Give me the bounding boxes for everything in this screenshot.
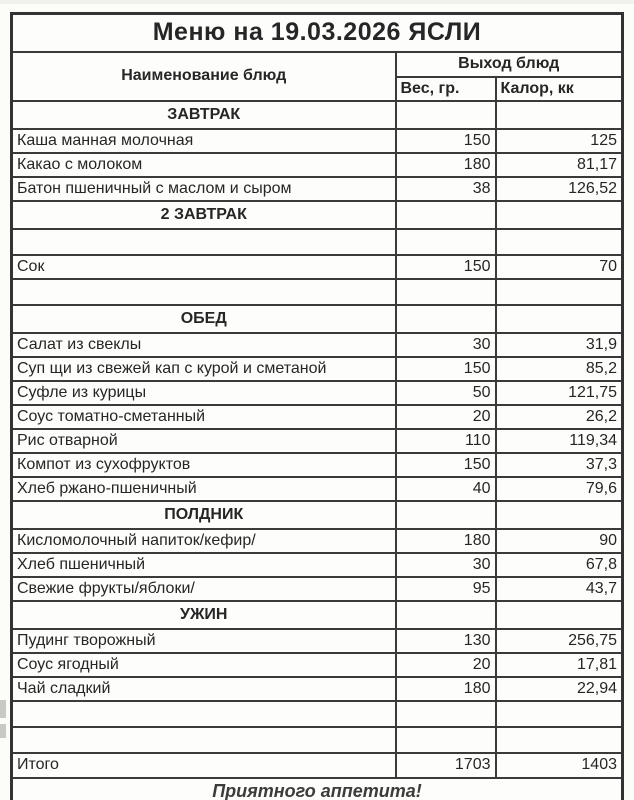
- column-header-output: Выход блюд: [396, 52, 623, 77]
- calories-cell: [496, 229, 623, 255]
- weight-cell: 130: [396, 629, 496, 653]
- calories-cell: [496, 101, 623, 129]
- weight-cell: 30: [396, 553, 496, 577]
- dish-name-cell: Салат из свеклы: [12, 333, 396, 357]
- weight-cell: 180: [396, 153, 496, 177]
- weight-cell: 50: [396, 381, 496, 405]
- weight-cell: [396, 501, 496, 529]
- section-label: УЖИН: [12, 601, 396, 629]
- table-row: [12, 577, 623, 601]
- dish-name-cell: Соус томатно-сметанный: [12, 405, 396, 429]
- dish-name-cell: Рис отварной: [12, 429, 396, 453]
- section-row: [12, 601, 623, 629]
- calories-cell: 70: [496, 255, 623, 279]
- header-row-top: [12, 52, 623, 77]
- calories-cell: 125: [496, 129, 623, 153]
- section-label: ОБЕД: [12, 305, 396, 333]
- weight-cell: 150: [396, 255, 496, 279]
- section-label: ЗАВТРАК: [12, 101, 396, 129]
- weight-cell: [396, 305, 496, 333]
- table-row: [12, 653, 623, 677]
- calories-cell: 17,81: [496, 653, 623, 677]
- title-row: [12, 14, 623, 52]
- weight-cell: 95: [396, 577, 496, 601]
- scan-artifact: [0, 724, 6, 738]
- weight-cell: [396, 201, 496, 229]
- dish-name-cell: Какао с молоком: [12, 153, 396, 177]
- scan-artifact: [0, 0, 634, 4]
- menu-table: [10, 12, 624, 800]
- calories-cell: 126,52: [496, 177, 623, 201]
- calories-cell: [496, 601, 623, 629]
- section-row: [12, 101, 623, 129]
- table-row: [12, 381, 623, 405]
- weight-cell: 38: [396, 177, 496, 201]
- table-row: [12, 529, 623, 553]
- calories-cell: 90: [496, 529, 623, 553]
- weight-cell: [396, 279, 496, 305]
- table-row: [12, 129, 623, 153]
- table-row: [12, 177, 623, 201]
- table-row: [12, 333, 623, 357]
- weight-cell: 40: [396, 477, 496, 501]
- footer-note: Приятного аппетита!: [12, 778, 623, 800]
- weight-cell: 30: [396, 333, 496, 357]
- scan-artifact: [0, 700, 6, 718]
- calories-cell: [496, 201, 623, 229]
- weight-cell: 150: [396, 357, 496, 381]
- weight-cell: 20: [396, 405, 496, 429]
- calories-cell: [496, 727, 623, 753]
- empty-row: [12, 727, 623, 753]
- calories-cell: 256,75: [496, 629, 623, 653]
- page-title: Меню на 19.03.2026 ЯСЛИ: [12, 14, 623, 52]
- dish-name-cell: Суп щи из свежей кап с курой и сметаной: [12, 357, 396, 381]
- dish-name-cell: Сок: [12, 255, 396, 279]
- calories-cell: 26,2: [496, 405, 623, 429]
- calories-cell: 79,6: [496, 477, 623, 501]
- dish-name-cell: Пудинг творожный: [12, 629, 396, 653]
- section-label: 2 ЗАВТРАК: [12, 201, 396, 229]
- calories-cell: 119,34: [496, 429, 623, 453]
- calories-cell: 67,8: [496, 553, 623, 577]
- footer-row: [12, 778, 623, 800]
- table-row: [12, 477, 623, 501]
- weight-cell: 180: [396, 529, 496, 553]
- table-row: [12, 553, 623, 577]
- calories-cell: 81,17: [496, 153, 623, 177]
- section-row: [12, 501, 623, 529]
- calories-cell: [496, 279, 623, 305]
- table-row: [12, 629, 623, 653]
- calories-cell: [496, 305, 623, 333]
- calories-cell: 1403: [496, 753, 623, 778]
- empty-row: [12, 229, 623, 255]
- calories-cell: [496, 501, 623, 529]
- table-row: [12, 153, 623, 177]
- dish-name-cell: Суфле из курицы: [12, 381, 396, 405]
- weight-cell: [396, 727, 496, 753]
- table-row: [12, 429, 623, 453]
- dish-name-cell: Компот из сухофруктов: [12, 453, 396, 477]
- empty-row: [12, 701, 623, 727]
- dish-name-cell: Соус ягодный: [12, 653, 396, 677]
- dish-name-cell: Хлеб ржано-пшеничный: [12, 477, 396, 501]
- calories-cell: 31,9: [496, 333, 623, 357]
- dish-name-cell: [12, 727, 396, 753]
- weight-cell: 110: [396, 429, 496, 453]
- empty-row: [12, 279, 623, 305]
- column-header-weight: Вес, гр.: [396, 77, 496, 101]
- table-row: [12, 677, 623, 701]
- calories-cell: 85,2: [496, 357, 623, 381]
- calories-cell: 121,75: [496, 381, 623, 405]
- weight-cell: 20: [396, 653, 496, 677]
- section-row: [12, 305, 623, 333]
- table-row: [12, 405, 623, 429]
- calories-cell: 22,94: [496, 677, 623, 701]
- weight-cell: [396, 701, 496, 727]
- dish-name-cell: Итого: [12, 753, 396, 778]
- section-row: [12, 201, 623, 229]
- column-header-name: Наименование блюд: [12, 52, 396, 101]
- weight-cell: 1703: [396, 753, 496, 778]
- table-row: [12, 453, 623, 477]
- calories-cell: 37,3: [496, 453, 623, 477]
- weight-cell: [396, 601, 496, 629]
- table-row: [12, 357, 623, 381]
- weight-cell: 150: [396, 453, 496, 477]
- calories-cell: [496, 701, 623, 727]
- weight-cell: 150: [396, 129, 496, 153]
- dish-name-cell: Свежие фрукты/яблоки/: [12, 577, 396, 601]
- dish-name-cell: Кисломолочный напиток/кефир/: [12, 529, 396, 553]
- dish-name-cell: Каша манная молочная: [12, 129, 396, 153]
- dish-name-cell: Хлеб пшеничный: [12, 553, 396, 577]
- dish-name-cell: Батон пшеничный с маслом и сыром: [12, 177, 396, 201]
- weight-cell: 180: [396, 677, 496, 701]
- dish-name-cell: [12, 229, 396, 255]
- weight-cell: [396, 229, 496, 255]
- section-label: ПОЛДНИК: [12, 501, 396, 529]
- total-row: [12, 753, 623, 778]
- column-header-calories: Калор, кк: [496, 77, 623, 101]
- weight-cell: [396, 101, 496, 129]
- calories-cell: 43,7: [496, 577, 623, 601]
- dish-name-cell: Чай сладкий: [12, 677, 396, 701]
- dish-name-cell: [12, 279, 396, 305]
- table-row: [12, 255, 623, 279]
- dish-name-cell: [12, 701, 396, 727]
